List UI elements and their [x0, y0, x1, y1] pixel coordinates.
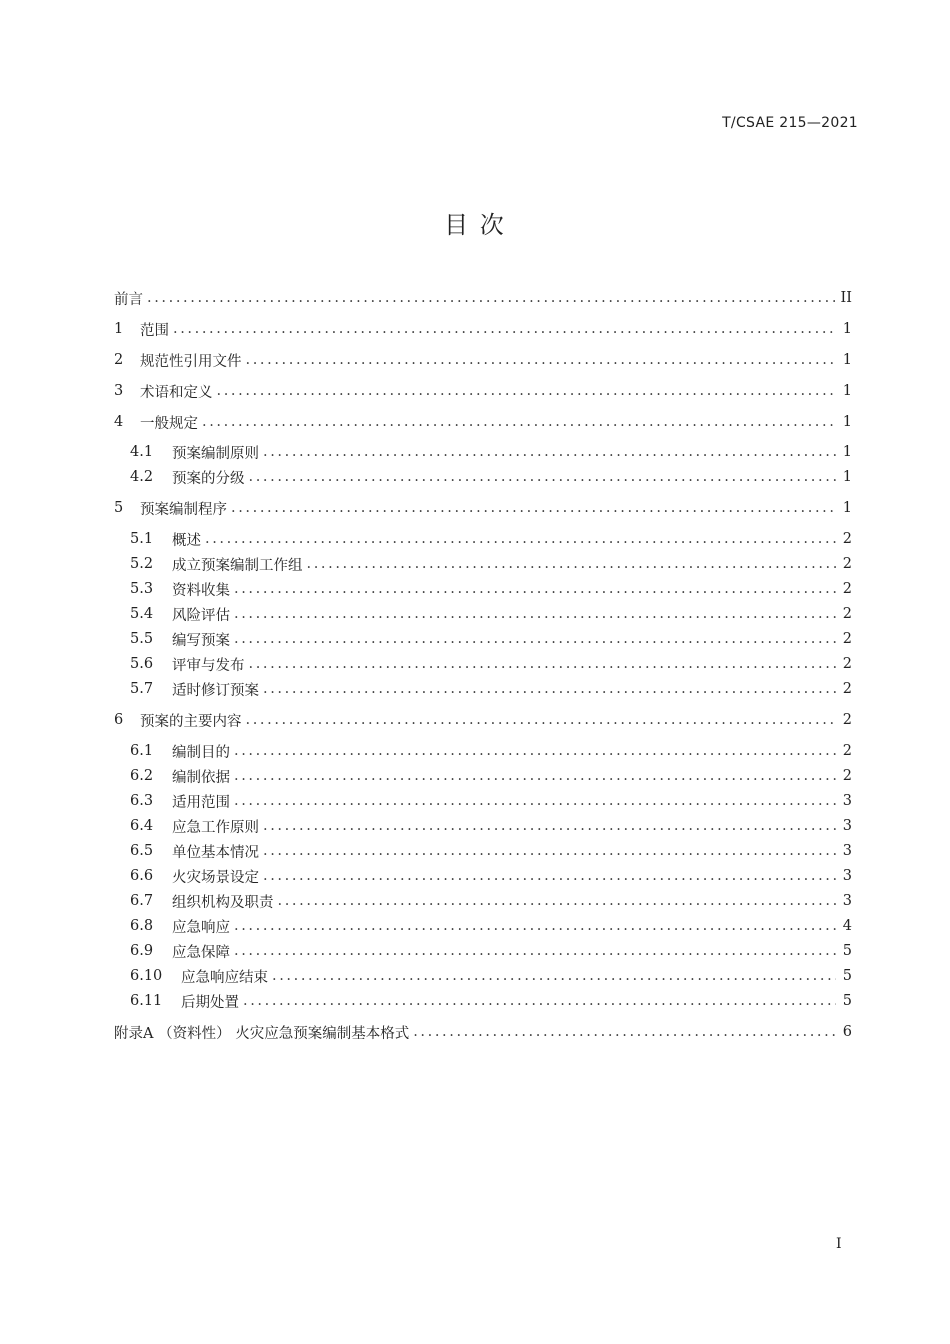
toc-entry-page: 2	[842, 768, 852, 784]
toc-entry-page: 5	[842, 943, 852, 959]
toc-entry[interactable]	[114, 940, 852, 962]
toc-leader-dots	[173, 321, 836, 337]
page-number: I	[836, 1236, 842, 1252]
toc-entry[interactable]	[114, 840, 852, 862]
toc-entry[interactable]	[114, 965, 852, 987]
toc-leader-dots	[234, 943, 836, 959]
toc-entry[interactable]	[114, 349, 852, 371]
toc-entry-label: 适用范围	[172, 794, 230, 811]
toc-leader-dots	[249, 656, 837, 672]
toc-entry[interactable]	[114, 765, 852, 787]
toc-entry-page: 3	[842, 843, 852, 859]
toc-entry-page: 5	[842, 968, 852, 984]
toc-entry-page: 2	[842, 743, 852, 759]
toc-entry-page: 2	[842, 556, 852, 572]
toc-leader-dots	[272, 968, 836, 984]
toc-entry[interactable]	[114, 411, 852, 433]
toc-entry-page: 1	[842, 321, 852, 337]
toc-leader-dots	[234, 581, 836, 597]
toc-entry[interactable]	[114, 441, 852, 463]
toc-entry[interactable]	[114, 1021, 852, 1043]
toc-entry[interactable]	[114, 528, 852, 550]
toc-entry[interactable]	[114, 578, 852, 600]
toc-entry-label: 资料收集	[172, 582, 230, 599]
toc-entry-number: 5.6	[130, 656, 154, 672]
toc-entry-label: 后期处置	[181, 994, 239, 1011]
toc-entry-number: 6.1	[130, 743, 154, 759]
toc-entry-number: 5.1	[130, 531, 154, 547]
toc-entry-number: 6.5	[130, 843, 154, 859]
toc-entry-label: 预案编制原则	[172, 445, 259, 462]
toc-entry-number: 6.8	[130, 918, 154, 934]
toc-entry-page: 3	[842, 893, 852, 909]
toc-entry-page: 6	[842, 1024, 852, 1040]
toc-entry-label: 适时修订预案	[172, 682, 259, 699]
toc-leader-dots	[263, 818, 836, 834]
toc-entry-page: 1	[842, 500, 852, 516]
toc-entry-page: 1	[842, 444, 852, 460]
toc-entry-label: 附录A （资料性） 火灾应急预案编制基本格式	[114, 1025, 410, 1042]
toc-entry-label: 应急响应结束	[181, 969, 268, 986]
toc-leader-dots	[263, 681, 836, 697]
toc-entry-label: 成立预案编制工作组	[172, 557, 303, 574]
toc-entry-label: 概述	[172, 532, 201, 549]
toc-entry[interactable]	[114, 318, 852, 340]
toc-entry-label: 预案的分级	[172, 470, 245, 487]
toc-entry-page: 1	[842, 352, 852, 368]
toc-leader-dots	[263, 444, 836, 460]
toc-entry-number: 6.7	[130, 893, 154, 909]
toc-leader-dots	[205, 531, 836, 547]
toc-entry-label: 应急工作原则	[172, 819, 259, 836]
toc-entry[interactable]	[114, 915, 852, 937]
toc-entry-number: 2	[114, 352, 124, 368]
toc-entry[interactable]	[114, 553, 852, 575]
toc-entry-number: 5.7	[130, 681, 154, 697]
toc-leader-dots	[217, 383, 837, 399]
toc-entry-page: II	[840, 290, 852, 306]
toc-entry[interactable]	[114, 380, 852, 402]
toc-entry-page: 2	[842, 531, 852, 547]
toc-entry-number: 6.6	[130, 868, 154, 884]
toc-entry[interactable]	[114, 603, 852, 625]
toc-leader-dots	[202, 414, 836, 430]
toc-entry-page: 1	[842, 414, 852, 430]
toc-entry-number: 5.2	[130, 556, 154, 572]
toc-leader-dots	[147, 290, 835, 306]
toc-entry-label: 评审与发布	[172, 657, 245, 674]
toc-entry-number: 6	[114, 712, 124, 728]
toc-entry-label: 风险评估	[172, 607, 230, 624]
toc-entry-page: 2	[842, 581, 852, 597]
toc-entry-number: 6.4	[130, 818, 154, 834]
toc-leader-dots	[234, 793, 836, 809]
toc-entry[interactable]	[114, 790, 852, 812]
toc-entry-label: 编写预案	[172, 632, 230, 649]
toc-entry-page: 2	[842, 712, 852, 728]
toc-entry-label: 单位基本情况	[172, 844, 259, 861]
toc-title: 目 次	[444, 211, 506, 239]
document-code: T/CSAE 215—2021	[722, 115, 858, 131]
toc-leader-dots	[413, 1024, 836, 1040]
toc-entry-number: 4	[114, 414, 124, 430]
toc-entry-number: 4.1	[130, 444, 154, 460]
toc-leader-dots	[263, 843, 836, 859]
toc-entry-page: 3	[842, 818, 852, 834]
toc-entry-label: 规范性引用文件	[140, 353, 242, 370]
toc-entry-label: 预案编制程序	[140, 501, 227, 518]
toc-entry-number: 5.4	[130, 606, 154, 622]
toc-entry[interactable]	[114, 709, 852, 731]
toc-entry-page: 2	[842, 606, 852, 622]
toc-entry-number: 6.10	[130, 968, 163, 984]
toc-entry-page: 2	[842, 656, 852, 672]
toc-entry[interactable]	[114, 287, 852, 309]
toc-entry-number: 5.5	[130, 631, 154, 647]
toc-entry-label: 编制目的	[172, 744, 230, 761]
toc-entry-label: 应急保障	[172, 944, 230, 961]
toc-entry-page: 4	[842, 918, 852, 934]
toc-entry-number: 5	[114, 500, 124, 516]
toc-leader-dots	[278, 893, 837, 909]
toc-entry-label: 编制依据	[172, 769, 230, 786]
toc-entry-page: 1	[842, 383, 852, 399]
toc-leader-dots	[243, 993, 836, 1009]
toc-entry[interactable]	[114, 990, 852, 1012]
toc-entry-page: 5	[842, 993, 852, 1009]
toc-entry-number: 1	[114, 321, 124, 337]
toc-leader-dots	[307, 556, 837, 572]
toc-leader-dots	[263, 868, 836, 884]
toc-entry-number: 5.3	[130, 581, 154, 597]
toc-entry-number: 3	[114, 383, 124, 399]
toc-entry[interactable]	[114, 740, 852, 762]
toc-leader-dots	[234, 768, 836, 784]
toc-entry-page: 2	[842, 681, 852, 697]
toc-entry[interactable]	[114, 466, 852, 488]
toc-entry[interactable]	[114, 497, 852, 519]
toc-entry[interactable]	[114, 678, 852, 700]
toc-entry[interactable]	[114, 628, 852, 650]
toc-entry-number: 6.11	[130, 993, 163, 1009]
toc-entry-label: 术语和定义	[140, 384, 213, 401]
toc-entry-page: 3	[842, 868, 852, 884]
toc-entry[interactable]	[114, 890, 852, 912]
toc-entry-label: 应急响应	[172, 919, 230, 936]
toc-entry[interactable]	[114, 815, 852, 837]
toc-leader-dots	[234, 743, 836, 759]
toc-leader-dots	[246, 352, 837, 368]
toc-entry[interactable]	[114, 865, 852, 887]
toc-leader-dots	[246, 712, 837, 728]
toc-leader-dots	[231, 500, 836, 516]
toc-entry-label: 预案的主要内容	[140, 713, 242, 730]
toc-leader-dots	[249, 469, 837, 485]
toc-entry-label: 一般规定	[140, 415, 198, 432]
toc-entry-label: 组织机构及职责	[172, 894, 274, 911]
toc-leader-dots	[234, 631, 836, 647]
toc-entry-page: 1	[842, 469, 852, 485]
toc-entry-number: 4.2	[130, 469, 154, 485]
toc-entry-number: 6.9	[130, 943, 154, 959]
toc-entry-number: 6.3	[130, 793, 154, 809]
toc-entry-page: 3	[842, 793, 852, 809]
toc-leader-dots	[234, 918, 836, 934]
toc-entry-page: 2	[842, 631, 852, 647]
toc-entry-number: 6.2	[130, 768, 154, 784]
toc-entry-label: 前言	[114, 291, 143, 308]
toc-entry-label: 范围	[140, 322, 169, 339]
toc-entry[interactable]	[114, 653, 852, 675]
toc-leader-dots	[234, 606, 836, 622]
toc-entry-label: 火灾场景设定	[172, 869, 259, 886]
